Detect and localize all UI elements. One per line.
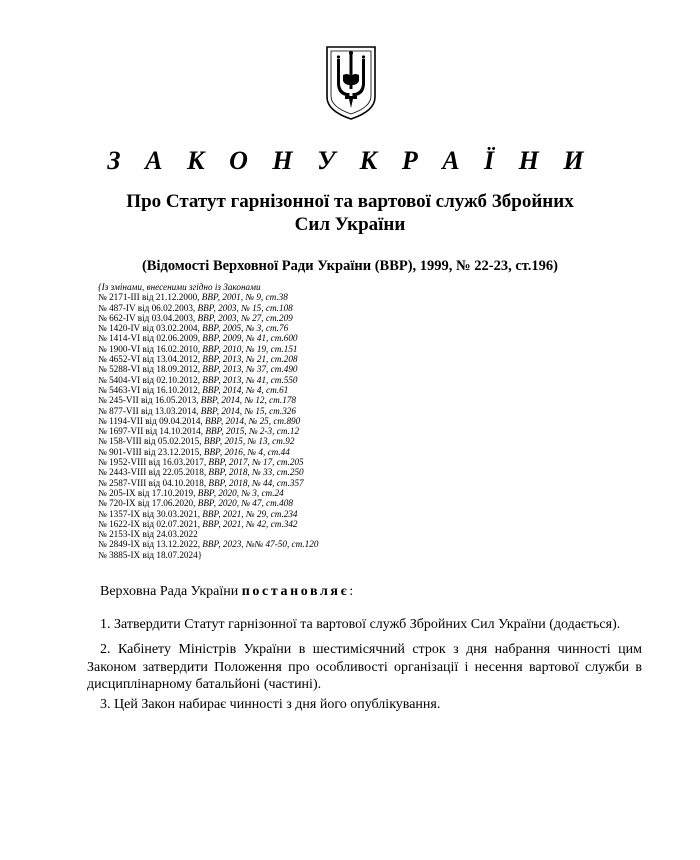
amendment-reference: ВВР, 2013, № 41, ст.550 xyxy=(202,374,298,385)
amendment-reference: ВВР, 2015, № 13, ст.92 xyxy=(203,436,295,447)
amendment-row xyxy=(98,364,618,374)
amendment-law: № 4652-VI від 13.04.2012, xyxy=(98,354,200,365)
amendment-row xyxy=(98,478,618,488)
amendment-row xyxy=(98,323,618,333)
amendment-reference: ВВР, 2023, №№ 47-50, ст.120 xyxy=(202,539,319,550)
amendment-law: № 2171-III від 21.12.2000, xyxy=(98,292,200,303)
amendment-law: № 2443-VIII від 22.05.2018, xyxy=(98,467,207,478)
amendment-row xyxy=(98,539,618,549)
amendment-law: № 1414-VI від 02.06.2009, xyxy=(98,333,200,344)
amendment-reference: ВВР, 2016, № 4, ст.44 xyxy=(203,446,290,457)
amendment-law: № 5463-VI від 16.10.2012, xyxy=(98,384,200,395)
amendment-row xyxy=(98,457,618,467)
amendment-law: № 3885-IX від 18.07.2024} xyxy=(98,549,203,560)
amendment-law: № 720-IX від 17.06.2020, xyxy=(98,498,196,509)
amendment-law: № 5288-VI від 18.09.2012, xyxy=(98,364,200,375)
amendment-law: № 662-IV від 03.04.2003, xyxy=(98,312,196,323)
article-2: 2. Кабінету Міністрів України в шестимісячний строк з дня набрання чинності цим Законом затвердити Положення про особливості організації і несення вартової служби в дисциплінарному батальйоні (частині). xyxy=(87,642,642,692)
amendment-row xyxy=(98,354,618,364)
amendment-reference: ВВР, 2003, № 15, ст.108 xyxy=(197,302,293,313)
amendment-row xyxy=(98,519,618,529)
amendment-law: № 901-VIII від 23.12.2015, xyxy=(98,446,202,457)
amendment-reference: ВВР, 2018, № 33, ст.250 xyxy=(208,467,304,478)
resolves-paragraph: Верховна Рада України постановляє: xyxy=(100,584,354,599)
amendment-row xyxy=(98,416,618,426)
coat-of-arms-icon xyxy=(325,45,377,121)
amendment-law: № 158-VIII від 05.02.2015, xyxy=(98,436,202,447)
amendment-reference: ВВР, 2001, № 9, ст.38 xyxy=(201,292,288,303)
amendment-reference: ВВР, 2013, № 37, ст.490 xyxy=(202,364,298,375)
amendment-row xyxy=(98,375,618,385)
amendment-reference: ВВР, 2015, № 2-3, ст.12 xyxy=(205,426,300,437)
amendment-law: № 1357-IX від 30.03.2021, xyxy=(98,508,200,519)
amendment-row xyxy=(98,333,618,343)
amendment-law: № 205-IX від 17.10.2019, xyxy=(98,487,196,498)
article-1: 1. Затвердити Статут гарнізонної та вартової служб Збройних Сил України (додається). xyxy=(100,617,621,632)
amendment-reference: ВВР, 2014, № 15, ст.326 xyxy=(200,405,296,416)
article-3: 3. Цей Закон набирає чинності з дня його опублікування. xyxy=(100,697,441,712)
amendment-row xyxy=(98,406,618,416)
amendment-row xyxy=(98,550,618,560)
amendment-row xyxy=(98,498,618,508)
amendment-row xyxy=(98,292,618,302)
amendment-law: № 487-IV від 06.02.2003, xyxy=(98,302,196,313)
amendment-row xyxy=(98,488,618,498)
publication-source: (Відомості Верховної Ради України (ВВР), 1999, № 22-23, ст.196) xyxy=(141,258,559,274)
resolves-word: постановляє xyxy=(241,584,350,599)
amendment-row xyxy=(98,395,618,405)
amendment-law: № 245-VII від 16.05.2013, xyxy=(98,395,199,406)
amendment-row xyxy=(98,447,618,457)
amendment-reference: ВВР, 2020, № 3, ст.24 xyxy=(197,487,284,498)
amendment-row xyxy=(98,385,618,395)
amendment-reference: ВВР, 2009, № 41, ст.600 xyxy=(202,333,298,344)
amendment-reference: ВВР, 2020, № 47, ст.408 xyxy=(197,498,293,509)
amendment-row xyxy=(98,436,618,446)
amendment-row xyxy=(98,529,618,539)
amendment-reference: ВВР, 2003, № 27, ст.209 xyxy=(197,312,293,323)
amendment-row xyxy=(98,509,618,519)
law-title: З А К О Н У К Р А Ї Н И xyxy=(107,146,593,175)
amendment-law: № 1900-VI від 16.02.2010, xyxy=(98,343,200,354)
amendment-law: № 2849-IX від 13.12.2022, xyxy=(98,539,200,550)
amendment-row xyxy=(98,313,618,323)
amendments-intro: {Із змінами, внесеними згідно із Законами xyxy=(98,282,261,292)
amendment-reference: ВВР, 2014, № 12, ст.178 xyxy=(200,395,296,406)
amendment-reference: ВВР, 2014, № 25, ст.890 xyxy=(205,415,301,426)
amendment-law: № 1622-IX від 02.07.2021, xyxy=(98,518,200,529)
amendment-row xyxy=(98,426,618,436)
amendment-reference: ВВР, 2005, № 3, ст.76 xyxy=(202,323,289,334)
amendment-reference: ВВР, 2013, № 21, ст.208 xyxy=(202,354,298,365)
law-subtitle: Про Статут гарнізонної та вартової служб Збройних Сил України xyxy=(126,191,574,235)
amendment-law: № 2587-VIII від 04.10.2018, xyxy=(98,477,207,488)
amendment-reference: ВВР, 2018, № 44, ст.357 xyxy=(208,477,304,488)
amendment-law: № 1697-VII від 14.10.2014, xyxy=(98,426,204,437)
amendment-law: № 5404-VI від 02.10.2012, xyxy=(98,374,200,385)
amendment-law: № 1194-VII від 09.04.2014, xyxy=(98,415,203,426)
amendment-reference: ВВР, 2021, № 29, ст.234 xyxy=(202,508,298,519)
amendments-list xyxy=(98,282,618,560)
amendment-row xyxy=(98,344,618,354)
amendment-reference: ВВР, 2021, № 42, ст.342 xyxy=(202,518,298,529)
amendment-row xyxy=(98,467,618,477)
amendment-law: № 1952-VIII від 16.03.2017, xyxy=(98,457,207,468)
amendment-law: № 877-VII від 13.03.2014, xyxy=(98,405,199,416)
amendment-reference: ВВР, 2014, № 4, ст.61 xyxy=(202,384,289,395)
amendment-reference: ВВР, 2010, № 19, ст.151 xyxy=(202,343,298,354)
amendment-reference: ВВР, 2017, № 17, ст.205 xyxy=(208,457,304,468)
amendment-law: № 1420-IV від 03.02.2004, xyxy=(98,323,200,334)
amendment-law: № 2153-IX від 24.03.2022 xyxy=(98,529,198,540)
amendment-row xyxy=(98,303,618,313)
